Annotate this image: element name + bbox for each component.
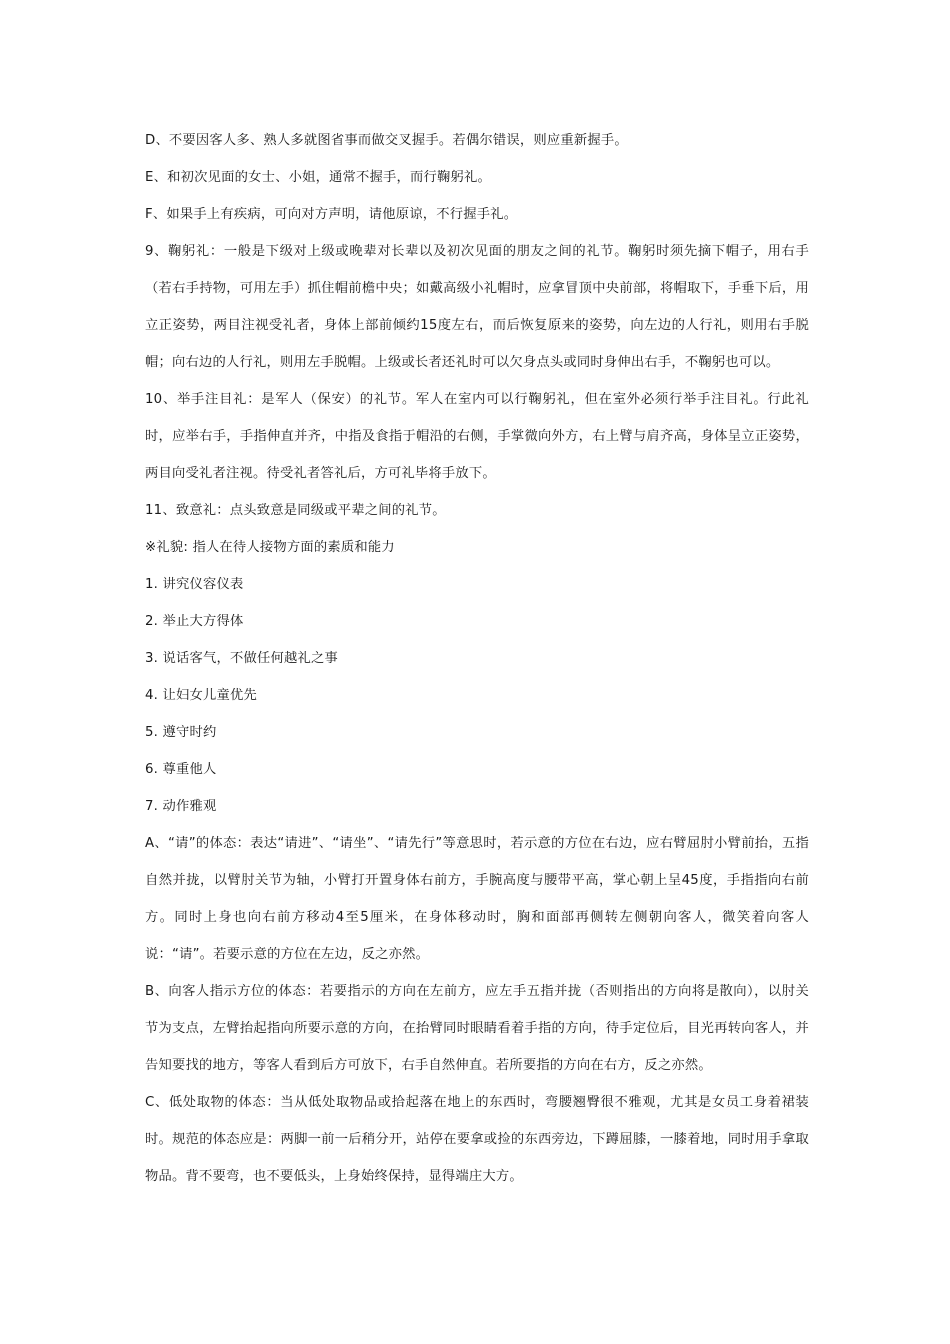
list-item-3: 3. 说话客气，不做任何越礼之事 [145,651,338,666]
list-item-6: 6. 尊重他人 [145,762,217,777]
document-body [145,122,809,1195]
paragraph-pickup-posture: C、低处取物的体态：当从低处取物品或拾起落在地上的东西时，弯腰翘臀很不雅观，尤其是女员工身着裙装时。规范的体态应是：两脚一前一后稍分开，站停在要拿或捡的东西旁边，下蹲屈膝，一膝着地，同时用手拿取物品。背不要弯，也不要低头，上身始终保持，显得端庄大方。 [145,1095,809,1184]
paragraph-courtesy-heading: ※礼貌: 指人在待人接物方面的素质和能力 [145,540,395,555]
paragraph-handshake-e: E、和初次见面的女士、小姐，通常不握手，而行鞠躬礼。 [145,170,492,185]
list-item-4: 4. 让妇女儿童优先 [145,688,257,703]
paragraph-handshake-d: D、不要因客人多、熟人多就图省事而做交叉握手。若偶尔错误，则应重新握手。 [145,133,628,148]
paragraph-handshake-f: F、如果手上有疾病，可向对方声明，请他原谅，不行握手礼。 [145,207,518,222]
list-item-1: 1. 讲究仪容仪表 [145,577,244,592]
paragraph-please-gesture: A、“请”的体态：表达“请进”、“请坐”、“请先行”等意思时，若示意的方位在右边，应右臂屈肘小臂前抬，五指自然并拢，以臂肘关节为轴，小臂打开置身体右前方，手腕高度与腰带平高，掌心朝上呈45度，手指指向右前方。同时上身也向右前方移动4至5厘米，在身体移动时，胸和面部再侧转左侧朝向客人，微笑着向客人说：“请”。若要示意的方位在左边，反之亦然。 [145,836,809,962]
paragraph-bow-etiquette: 9、鞠躬礼：一般是下级对上级或晚辈对长辈以及初次见面的朋友之间的礼节。鞠躬时须先摘下帽子，用右手（若右手持物，可用左手）抓住帽前檐中央；如戴高级小礼帽时，应拿冒顶中央前部，将帽取下，手垂下后，用立正姿势，两目注视受礼者，身体上部前倾约15度左右，而后恢复原来的姿势，向左边的人行礼，则用右手脱帽；向右边的人行礼，则用左手脱帽。上级或长者还礼时可以欠身点头或同时身伸出右手，不鞠躬也可以。 [145,244,809,370]
paragraph-direction-gesture: B、向客人指示方位的体态：若要指示的方向在左前方，应左手五指并拢（否则指出的方向将是散向），以肘关节为支点，左臂抬起指向所要示意的方向，在抬臂同时眼睛看着手指的方向，待手定位后，目光再转向客人，并告知要找的地方，等客人看到后方可放下，右手自然伸直。若所要指的方向在右方，反之亦然。 [145,984,809,1073]
list-item-2: 2. 举止大方得体 [145,614,244,629]
list-item-5: 5. 遵守时约 [145,725,217,740]
list-item-7: 7. 动作雅观 [145,799,217,814]
paragraph-salute-etiquette: 10、举手注目礼：是军人（保安）的礼节。军人在室内可以行鞠躬礼，但在室外必须行举手注目礼。行此礼时，应举右手，手指伸直并齐，中指及食指于帽沿的右侧，手掌微向外方，右上臂与肩齐高，身体呈立正姿势，两目向受礼者注视。待受礼者答礼后，方可礼毕将手放下。 [145,392,809,481]
paragraph-nod-etiquette: 11、致意礼：点头致意是同级或平辈之间的礼节。 [145,503,446,518]
